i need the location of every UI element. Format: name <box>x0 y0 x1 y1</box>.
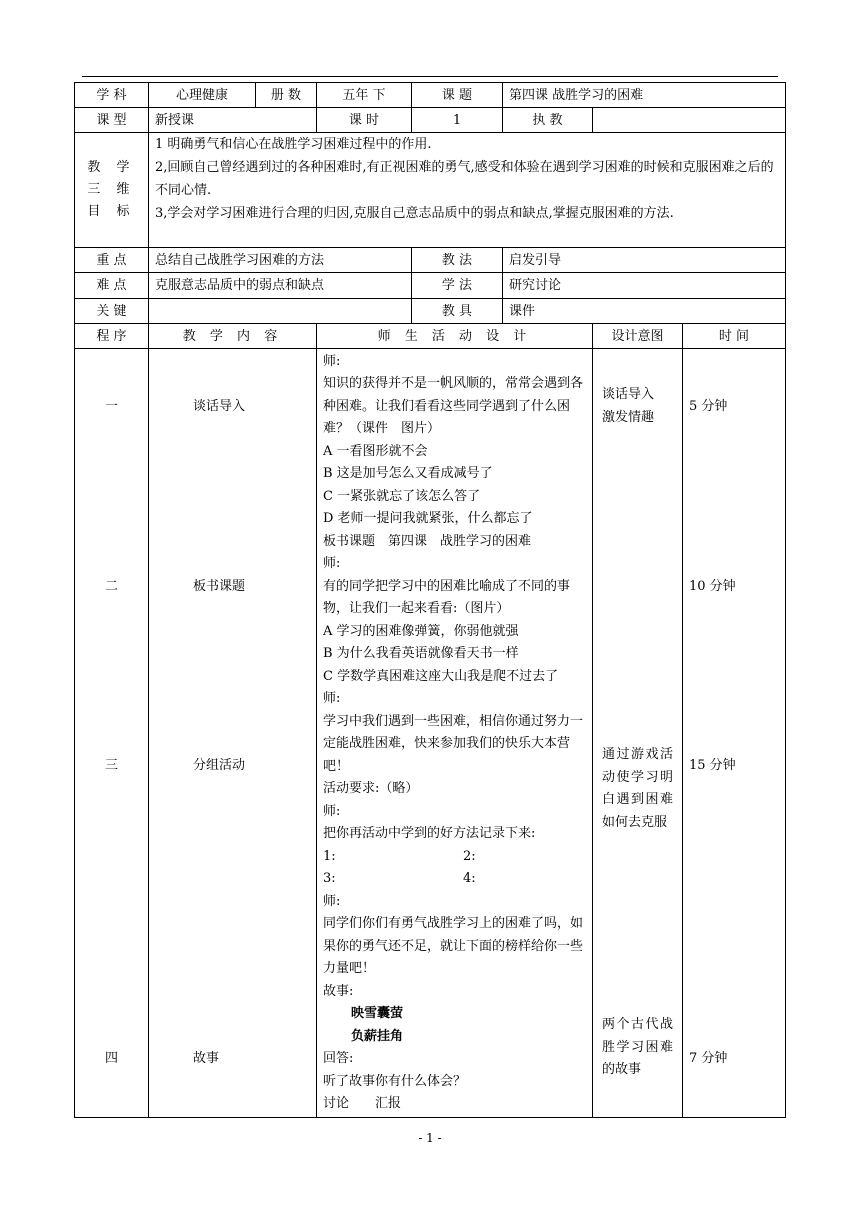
volume-label: 册 数 <box>256 83 317 108</box>
activity-line: B 这是加号怎么又看成减号了 <box>323 466 493 481</box>
difficulty-label: 难 点 <box>75 273 149 299</box>
intent-column <box>593 349 683 1118</box>
header-rule <box>82 76 778 77</box>
step-number: 三 <box>104 758 118 773</box>
lesson-plan-table <box>74 82 786 1118</box>
method-blanks-row <box>323 868 584 891</box>
step-time: 15 分钟 <box>689 758 736 773</box>
goals-label <box>75 133 149 248</box>
crux-label: 关 键 <box>75 299 149 324</box>
activity-line: A 学习的困难像弹簧，你弱他就强 <box>323 623 519 639</box>
topic-value: 第四课 战胜学习的困难 <box>503 83 786 108</box>
crux-value <box>149 299 412 324</box>
activity-paragraph: 学习中我们遇到一些困难，相信你通过努力一定能战胜困难，快来参加我们的快乐大本营吧！ <box>323 713 584 774</box>
type-label: 课 型 <box>75 108 149 133</box>
activity-column <box>317 349 593 1118</box>
activity-line: 把你再活动中学到的好方法记录下来: <box>323 826 536 841</box>
step-number: 一 <box>104 399 118 414</box>
teacher-value <box>593 108 786 133</box>
difficulty-row <box>75 273 786 299</box>
header-row-1 <box>75 83 786 108</box>
goals-content <box>149 133 786 248</box>
activity-line: 师: <box>323 353 341 369</box>
hours-label: 课 时 <box>317 108 412 133</box>
activity-line: 板书课题 第四课 战胜学习的困难 <box>323 533 532 549</box>
step-time: 10 分钟 <box>689 578 736 594</box>
activity-line: B 为什么我看英语就像看天书一样 <box>323 646 519 661</box>
goal-item: 2,回顾自己曾经遇到过的各种困难时,有正视困难的勇气,感受和体验在遇到学习困难的时候和克服困难之后的不同心情. <box>155 160 774 198</box>
activity-line: 师: <box>323 893 341 909</box>
column-header-row <box>75 324 786 349</box>
topic-label: 课 题 <box>412 83 503 108</box>
key-point-value: 总结自己战胜学习困难的方法 <box>149 248 412 273</box>
step-content: 谈话导入 <box>193 399 246 414</box>
blank-item: 3: <box>323 871 336 886</box>
subject-value: 心理健康 <box>149 83 256 108</box>
blank-item: 1: <box>323 848 336 864</box>
step-content: 板书课题 <box>193 578 246 594</box>
goal-item: 1 明确勇气和信心在战胜学习困难过程中的作用. <box>155 137 432 152</box>
step-time: 7 分钟 <box>689 1050 728 1066</box>
tools-value: 课件 <box>503 299 786 324</box>
activity-line: 活动要求:（略） <box>323 781 419 796</box>
activity-paragraph: 知识的获得并不是一帆风顺的，常常会遇到各种困难。让我们看看这些同学遇到了什么困难？（课件 图片） <box>323 376 584 436</box>
tools-label: 教 具 <box>412 299 503 324</box>
activity-line: C 一紧张就忘了该怎么答了 <box>323 488 481 504</box>
intent-text: 通过游戏活动使学习明白遇到困难如何去克服 <box>602 747 673 830</box>
study-method-label: 学 法 <box>412 273 503 299</box>
activity-line: 听了故事你有什么体会？ <box>323 1073 467 1089</box>
crux-row <box>75 299 786 324</box>
subject-label: 学 科 <box>75 83 149 108</box>
col-header-time: 时 间 <box>683 324 786 349</box>
goals-label-line: 教 学 <box>87 160 136 175</box>
col-header-step: 程 序 <box>75 324 149 349</box>
intent-text: 两个古代战胜学习困难的故事 <box>602 1017 673 1078</box>
activity-line: 故事: <box>323 983 354 999</box>
activity-line: C 学数学真困难这座大山我是爬不过去了 <box>323 668 559 684</box>
activity-line: 讨论 汇报 <box>323 1096 402 1111</box>
step-number: 二 <box>104 578 118 594</box>
type-value: 新授课 <box>149 108 317 133</box>
col-header-content: 教 学 内 容 <box>149 324 317 349</box>
activity-line: D 老师一提问我就紧张，什么都忘了 <box>323 511 533 526</box>
activity-line: 师: <box>323 556 341 571</box>
teacher-label: 执 教 <box>503 108 593 133</box>
activity-line: 师: <box>323 691 341 706</box>
page-number: - 1 - <box>418 1131 442 1145</box>
activity-line: 回答: <box>323 1051 354 1066</box>
activity-line: A 一看图形就不会 <box>323 443 428 459</box>
hours-value: 1 <box>412 108 503 133</box>
blank-item: 4: <box>463 871 476 886</box>
story-title: 映雪囊萤 <box>351 1006 404 1021</box>
study-method-value: 研究讨论 <box>503 273 786 299</box>
time-column <box>683 349 786 1118</box>
header-row-2 <box>75 108 786 133</box>
key-point-label: 重 点 <box>75 248 149 273</box>
goals-label-line: 目 标 <box>87 204 136 219</box>
activity-line: 师: <box>323 803 341 819</box>
volume-value: 五年 下 <box>317 83 412 108</box>
step-number: 四 <box>104 1050 118 1066</box>
col-header-activity: 师 生 活 动 设 计 <box>317 324 593 349</box>
method-value: 启发引导 <box>503 248 786 273</box>
activity-paragraph: 有的同学把学习中的困难比喻成了不同的事物，让我们一起来看看:（图片） <box>323 578 571 616</box>
step-content: 故事 <box>193 1050 220 1066</box>
intent-text: 谈话导入 激发情趣 <box>602 387 655 425</box>
step-time: 5 分钟 <box>689 399 728 414</box>
goal-item: 3,学会对学习困难进行合理的归因,克服自己意志品质中的弱点和缺点,掌握克服困难的方法. <box>155 206 674 221</box>
goals-label-line: 三 维 <box>87 182 136 197</box>
difficulty-value: 克服意志品质中的弱点和缺点 <box>149 273 412 299</box>
activity-paragraph: 同学们你们有勇气战胜学习上的困难了吗，如果你的勇气还不足，就让下面的榜样给你一些力量吧！ <box>323 916 584 976</box>
step-content: 分组活动 <box>193 758 246 773</box>
method-blanks-row <box>323 846 584 869</box>
story-title: 负薪挂角 <box>351 1028 404 1044</box>
col-header-intent: 设计意图 <box>593 324 683 349</box>
step-content-column <box>149 349 317 1118</box>
blank-item: 2: <box>463 848 476 864</box>
procedure-body-row <box>75 349 786 1118</box>
method-label: 教 法 <box>412 248 503 273</box>
goals-row <box>75 133 786 248</box>
focus-row <box>75 248 786 273</box>
step-number-column <box>75 349 149 1118</box>
